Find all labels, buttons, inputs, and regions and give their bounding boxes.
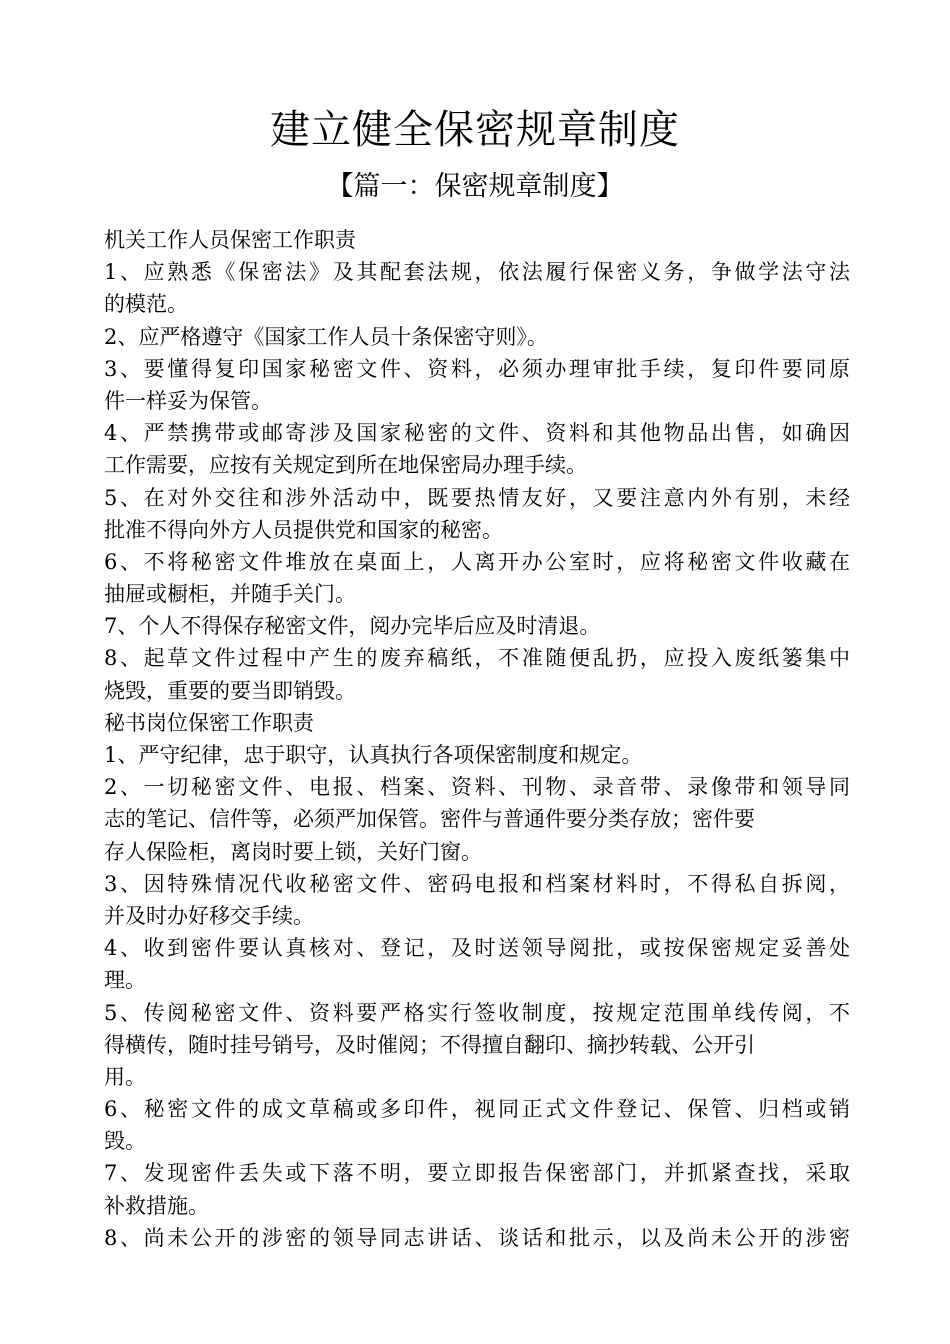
- document-body: [104, 224, 850, 1254]
- paragraph-line: 件一样妥为保管。: [104, 388, 272, 413]
- paragraph-line: 的模范。: [104, 292, 188, 317]
- paragraph-line: 用。: [104, 1064, 146, 1089]
- paragraph-line: 烧毁，重要的要当即销毁。: [104, 678, 356, 703]
- section-heading: 【篇一：保密规章制度】: [326, 171, 624, 202]
- paragraph-line: 3、因特殊情况代收秘密文件、密码电报和档案材料时，不得私自拆阅，: [104, 871, 850, 896]
- paragraph-line: 理。: [104, 968, 146, 993]
- paragraph-line: 6、秘密文件的成文草稿或多印件，视同正式文件登记、保管、归档或销: [104, 1097, 850, 1122]
- paragraph-line: 机关工作人员保密工作职责: [104, 228, 356, 252]
- paragraph-line: 3、要懂得复印国家秘密文件、资料，必须办理审批手续，复印件要同原: [104, 356, 850, 381]
- paragraph-line: 4、收到密件要认真核对、登记，及时送领导阅批，或按保密规定妥善处: [104, 936, 850, 961]
- paragraph-line: 毁。: [104, 1129, 146, 1154]
- paragraph-line: 8、起草文件过程中产生的废弃稿纸，不准随便乱扔，应投入废纸篓集中: [104, 646, 850, 671]
- paragraph-line: 7、发现密件丢失或下落不明，要立即报告保密部门，并抓紧查找，采取: [104, 1161, 850, 1186]
- paragraph-line: 1、应熟悉《保密法》及其配套法规，依法履行保密义务，争做学法守法: [104, 260, 850, 285]
- paragraph-line: 8、尚未公开的涉密的领导同志讲话、谈话和批示，以及尚未公开的涉密: [104, 1225, 850, 1250]
- paragraph-line: 2、应严格遵守《国家工作人员十条保密守则》。: [104, 324, 548, 349]
- paragraph-line: 1、严守纪律，忠于职守，认真执行各项保密制度和规定。: [104, 743, 643, 767]
- paragraph-line: 志的笔记、信件等，必须严加保管。密件与普通件要分类存放；密件要: [104, 807, 755, 832]
- paragraph-line: 补救措施。: [104, 1193, 209, 1218]
- document-title: 建立健全保密规章制度: [270, 107, 680, 153]
- paragraph-line: 秘书岗位保密工作职责: [104, 710, 314, 735]
- paragraph-line: 存人保险柜，离岗时要上锁，关好门窗。: [104, 839, 482, 864]
- paragraph-line: 2、一切秘密文件、电报、档案、资料、刊物、录音带、录像带和领导同: [104, 775, 850, 800]
- paragraph-line: 抽屉或橱柜，并随手关门。: [104, 582, 356, 607]
- paragraph-line: 工作需要，应按有关规定到所在地保密局办理手续。: [104, 453, 587, 478]
- paragraph-line: 6、不将秘密文件堆放在桌面上，人离开办公室时，应将秘密文件收藏在: [104, 549, 850, 574]
- paragraph-line: 得横传，随时挂号销号，及时催阅；不得擅自翻印、摘抄转载、公开引: [104, 1032, 755, 1057]
- paragraph-line: 4、严禁携带或邮寄涉及国家秘密的文件、资料和其他物品出售，如确因: [104, 421, 850, 446]
- paragraph-line: 5、传阅秘密文件、资料要严格实行签收制度，按规定范围单线传阅，不: [104, 1000, 850, 1025]
- paragraph-line: 批准不得向外方人员提供党和国家的秘密。: [104, 517, 503, 542]
- paragraph-line: 7、个人不得保存秘密文件，阅办完毕后应及时清退。: [104, 614, 601, 639]
- paragraph-line: 5、在对外交往和涉外活动中，既要热情友好，又要注意内外有别，未经: [104, 485, 850, 510]
- paragraph-line: 并及时办好移交手续。: [104, 903, 314, 928]
